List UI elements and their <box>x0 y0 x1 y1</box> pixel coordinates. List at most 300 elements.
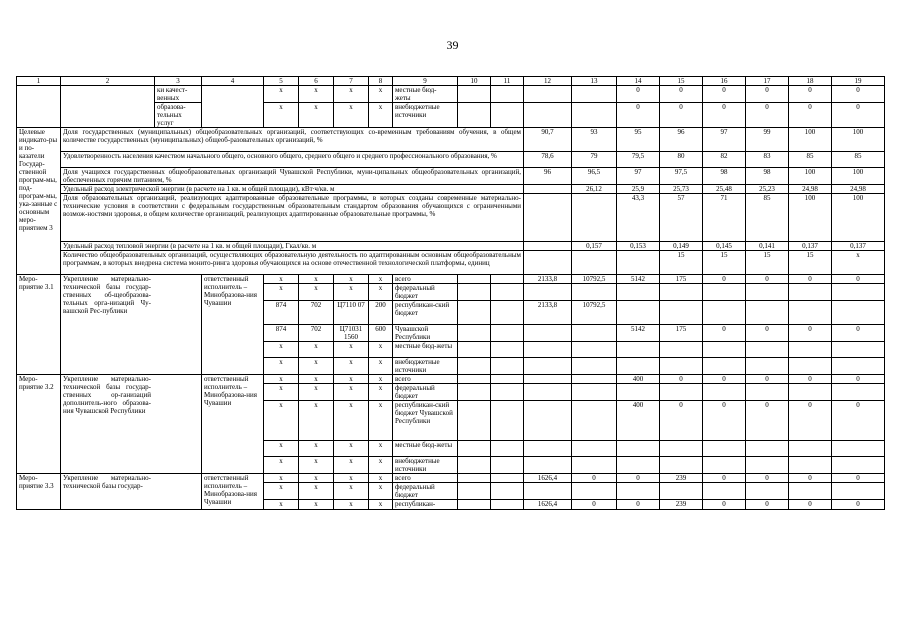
funding-value <box>660 384 703 401</box>
table-row <box>17 86 885 103</box>
indicators-label: Целевые индикато-ры и по-казатели Государ-ственной програм-мы, под-програм-мы, ука-занные с основным меро-приятием 3 <box>17 128 61 275</box>
column-number: 1 <box>17 77 61 86</box>
column-number: 2 <box>61 77 155 86</box>
indicator-value: 57 <box>660 194 703 242</box>
indicator-value: 15 <box>660 251 703 275</box>
funding-value <box>660 301 703 325</box>
table-cell: x <box>264 358 299 375</box>
indicator-value: 100 <box>832 168 885 185</box>
table-cell: x <box>299 500 334 510</box>
indicator-text: Удовлетворенность населения качеством начального общего, основного общего, среднего общего и среднего профессионального образования, % <box>61 152 524 168</box>
indicator-value: 0,137 <box>832 242 885 251</box>
indicator-value <box>572 194 617 242</box>
indicator-value: 43,3 <box>617 194 660 242</box>
funding-value: 0 <box>832 275 885 284</box>
table-cell <box>491 358 524 375</box>
indicator-text: Доля государственных (муниципальных) общеобразовательных организаций, соответствующих со-временным требованиям обучения, в общем количестве государственных (муниципальных) общеоб-разовательных организаций, % <box>61 128 524 152</box>
funding-source: местные бюд- жеты <box>393 86 458 103</box>
indicator-row <box>17 128 885 152</box>
table-cell: x <box>299 401 334 441</box>
funding-value <box>524 441 572 457</box>
funding-value: 0 <box>832 500 885 510</box>
table-cell: x <box>299 375 334 384</box>
indicator-value: 85 <box>789 152 832 168</box>
funding-value <box>572 457 617 474</box>
funding-value <box>746 301 789 325</box>
funding-value: 175 <box>660 275 703 284</box>
column-number: 15 <box>660 77 703 86</box>
funding-value <box>832 342 885 358</box>
table-cell <box>458 342 491 358</box>
measure-row <box>17 474 885 483</box>
table-cell: x <box>369 86 393 103</box>
funding-value: 0 <box>703 375 746 384</box>
activity-name: образова- тельных услуг <box>155 103 202 128</box>
funding-value <box>746 457 789 474</box>
table-cell: x <box>264 384 299 401</box>
column-number: 3 <box>155 77 202 86</box>
funding-value <box>524 284 572 301</box>
table-cell: 874 <box>264 301 299 325</box>
table-cell <box>458 103 491 128</box>
table-cell: x <box>299 441 334 457</box>
indicator-value: 26,12 <box>572 185 617 194</box>
funding-value: 0 <box>789 474 832 483</box>
table-cell <box>491 325 524 342</box>
indicator-value: 97 <box>703 128 746 152</box>
indicator-value: 98 <box>703 168 746 185</box>
funding-value <box>789 483 832 500</box>
table-cell: Ц7110 07 <box>334 301 369 325</box>
table-cell <box>458 384 491 401</box>
indicator-value: 100 <box>832 128 885 152</box>
funding-value: 239 <box>660 474 703 483</box>
indicator-value: 82 <box>703 152 746 168</box>
funding-value: 0 <box>572 474 617 483</box>
table-cell <box>572 103 617 128</box>
funding-value <box>703 457 746 474</box>
table-cell: x <box>369 474 393 483</box>
table-cell: x <box>264 275 299 284</box>
indicator-value: 85 <box>746 194 789 242</box>
responsible-executor: ответственный исполнитель – Минобразова-ния Чувашии <box>202 375 264 474</box>
indicator-value: 99 <box>746 128 789 152</box>
funding-source: внебюджетные источники <box>393 103 458 128</box>
indicator-value <box>572 251 617 275</box>
funding-source: федеральный бюджет <box>393 483 458 500</box>
indicator-value: 0,157 <box>572 242 617 251</box>
measure-id: Меро-приятие 3.3 <box>17 474 61 510</box>
table-cell: Ц71031 1560 <box>334 325 369 342</box>
funding-value <box>703 301 746 325</box>
table-cell <box>572 86 617 103</box>
table-cell: x <box>299 284 334 301</box>
indicator-value: 100 <box>789 128 832 152</box>
program-table <box>16 76 885 510</box>
indicator-value: 0,141 <box>746 242 789 251</box>
funding-value <box>832 384 885 401</box>
indicator-value: 25,48 <box>703 185 746 194</box>
table-cell <box>458 483 491 500</box>
table-cell: 600 <box>369 325 393 342</box>
measure-title: Укрепление материально-технической базы государ- <box>61 474 202 510</box>
column-number: 5 <box>264 77 299 86</box>
table-cell <box>61 86 155 128</box>
funding-value: 5142 <box>617 325 660 342</box>
indicator-value: 24,98 <box>789 185 832 194</box>
table-cell <box>524 103 572 128</box>
funding-source: республикан-ский бюджет <box>393 301 458 325</box>
indicator-value: 0,153 <box>617 242 660 251</box>
funding-value <box>524 375 572 384</box>
measure-title: Укрепление материально-технической базы государ-ственных об-щеобразова-тельных орга-низаций Чу-вашской Рес-публики <box>61 275 202 375</box>
funding-source: всего <box>393 275 458 284</box>
funding-value: 2133,8 <box>524 301 572 325</box>
table-cell: x <box>369 284 393 301</box>
funding-value <box>746 284 789 301</box>
funding-value: 0 <box>789 325 832 342</box>
table-cell <box>458 325 491 342</box>
table-cell: x <box>334 375 369 384</box>
funding-value: 0 <box>746 325 789 342</box>
funding-value: 1626,4 <box>524 500 572 510</box>
measure-title: Укрепление материально-технической базы государ-ственных ор-ганизаций дополнитель-ного образова-ния Чувашской Республики <box>61 375 202 474</box>
table-cell <box>458 275 491 284</box>
column-number: 10 <box>458 77 491 86</box>
funding-value <box>746 441 789 457</box>
indicator-value: 78,6 <box>524 152 572 168</box>
table-cell <box>491 86 524 103</box>
funding-value <box>789 457 832 474</box>
funding-value <box>617 301 660 325</box>
indicator-value: 96,5 <box>572 168 617 185</box>
funding-value <box>572 441 617 457</box>
funding-value: 400 <box>617 375 660 384</box>
table-cell <box>491 441 524 457</box>
funding-value <box>660 342 703 358</box>
table-cell: 0 <box>832 103 885 128</box>
table-cell <box>458 441 491 457</box>
funding-value <box>660 441 703 457</box>
funding-value <box>524 401 572 441</box>
funding-value: 239 <box>660 500 703 510</box>
column-number: 16 <box>703 77 746 86</box>
funding-value <box>660 457 703 474</box>
funding-value: 0 <box>746 500 789 510</box>
table-cell <box>458 401 491 441</box>
funding-value: 0 <box>746 474 789 483</box>
funding-value: 0 <box>617 474 660 483</box>
funding-value <box>703 342 746 358</box>
funding-value <box>832 457 885 474</box>
indicator-value <box>524 242 572 251</box>
indicator-value: 25,9 <box>617 185 660 194</box>
funding-value: 0 <box>789 275 832 284</box>
table-cell <box>458 358 491 375</box>
funding-value: 175 <box>660 325 703 342</box>
column-number: 17 <box>746 77 789 86</box>
table-cell: 200 <box>369 301 393 325</box>
table-cell: x <box>369 103 393 128</box>
funding-value: 0 <box>832 401 885 441</box>
indicator-value: 24,98 <box>832 185 885 194</box>
funding-value <box>789 284 832 301</box>
funding-value <box>617 342 660 358</box>
table-cell: x <box>264 103 299 128</box>
table-cell: x <box>264 401 299 441</box>
funding-value <box>572 375 617 384</box>
funding-value <box>660 284 703 301</box>
funding-value <box>832 284 885 301</box>
funding-value: 0 <box>660 375 703 384</box>
table-cell: x <box>264 86 299 103</box>
indicator-value: 100 <box>789 168 832 185</box>
table-cell <box>491 500 524 510</box>
table-cell: x <box>334 474 369 483</box>
column-number: 14 <box>617 77 660 86</box>
table-cell: x <box>369 401 393 441</box>
table-cell <box>202 86 264 128</box>
funding-value: 2133,8 <box>524 275 572 284</box>
table-cell: x <box>369 275 393 284</box>
table-cell: x <box>334 103 369 128</box>
table-cell: 0 <box>789 86 832 103</box>
funding-value: 0 <box>832 325 885 342</box>
table-cell: x <box>369 483 393 500</box>
table-cell: 0 <box>617 86 660 103</box>
funding-value: 0 <box>572 500 617 510</box>
column-number: 18 <box>789 77 832 86</box>
funding-value <box>660 483 703 500</box>
table-cell: x <box>334 441 369 457</box>
indicator-text: Удельный расход тепловой энергии (в расчете на 1 кв. м общей площади), Гкал/кв. м <box>61 242 524 251</box>
column-number: 19 <box>832 77 885 86</box>
funding-value <box>746 342 789 358</box>
funding-value <box>524 358 572 375</box>
table-cell: x <box>334 342 369 358</box>
funding-value <box>617 441 660 457</box>
table-cell: x <box>369 375 393 384</box>
funding-source: всего <box>393 375 458 384</box>
indicator-value: 83 <box>746 152 789 168</box>
table-cell: 0 <box>746 86 789 103</box>
funding-value <box>572 384 617 401</box>
table-cell <box>491 474 524 483</box>
column-number: 12 <box>524 77 572 86</box>
indicator-value: 0,145 <box>703 242 746 251</box>
indicator-value: 0,149 <box>660 242 703 251</box>
funding-value: 1626,4 <box>524 474 572 483</box>
funding-value: 0 <box>789 375 832 384</box>
indicator-value: 96 <box>660 128 703 152</box>
funding-value: 0 <box>789 500 832 510</box>
column-number: 4 <box>202 77 264 86</box>
funding-value <box>832 301 885 325</box>
indicator-value <box>617 251 660 275</box>
table-cell <box>491 401 524 441</box>
indicator-value: 90,7 <box>524 128 572 152</box>
table-cell: 0 <box>660 103 703 128</box>
table-cell <box>458 284 491 301</box>
column-number: 8 <box>369 77 393 86</box>
table-cell: x <box>264 441 299 457</box>
table-cell: x <box>369 441 393 457</box>
indicator-value <box>524 194 572 242</box>
funding-source: федеральный бюджет <box>393 284 458 301</box>
funding-value <box>524 325 572 342</box>
funding-value <box>572 284 617 301</box>
funding-value <box>617 384 660 401</box>
table-cell: x <box>369 457 393 474</box>
table-cell: 0 <box>617 103 660 128</box>
indicator-text: Доля образовательных организаций, реализующих адаптированные образовательные программы, в которых созданы современные материально-технические условия в соответствии с федеральным государственным образовательным стандартом образования обучающихся с ограниченными возмож-ностями здоровья, в общем количестве организаций, реализующих адаптированные образовательные программы, % <box>61 194 524 242</box>
funding-source: местные бюд-жеты <box>393 441 458 457</box>
table-cell <box>491 375 524 384</box>
funding-value: 0 <box>703 401 746 441</box>
table-cell: x <box>299 483 334 500</box>
funding-value: 10792,5 <box>572 275 617 284</box>
table-cell <box>491 284 524 301</box>
table-cell: x <box>334 284 369 301</box>
indicator-value: 85 <box>832 152 885 168</box>
indicator-value: 0,137 <box>789 242 832 251</box>
table-cell: x <box>334 401 369 441</box>
funding-value <box>524 483 572 500</box>
funding-value <box>703 284 746 301</box>
indicator-value: 96 <box>524 168 572 185</box>
table-cell: x <box>369 500 393 510</box>
table-cell <box>458 500 491 510</box>
table-cell <box>458 457 491 474</box>
responsible-executor: ответственный исполнитель – Минобразова-ния Чувашии <box>202 275 264 375</box>
table-cell: 0 <box>832 86 885 103</box>
funding-value <box>789 301 832 325</box>
responsible-executor: ответственный исполнитель – Минобразова-ния Чувашии <box>202 474 264 510</box>
funding-source: Чувашской Республики <box>393 325 458 342</box>
indicator-value: 15 <box>789 251 832 275</box>
funding-value: 5142 <box>617 275 660 284</box>
indicator-value: 15 <box>703 251 746 275</box>
funding-value <box>572 401 617 441</box>
funding-value <box>746 384 789 401</box>
table-cell: 0 <box>789 103 832 128</box>
table-cell <box>491 103 524 128</box>
table-cell: x <box>334 384 369 401</box>
funding-value: 0 <box>703 325 746 342</box>
table-cell: x <box>264 483 299 500</box>
table-cell: x <box>369 384 393 401</box>
table-cell <box>458 375 491 384</box>
table-cell <box>458 474 491 483</box>
table-cell: 702 <box>299 301 334 325</box>
measure-row <box>17 375 885 384</box>
funding-source: внебюджетные источники <box>393 358 458 375</box>
funding-value <box>832 483 885 500</box>
indicator-row <box>17 242 885 251</box>
table-cell: x <box>299 275 334 284</box>
funding-value: 0 <box>746 375 789 384</box>
funding-value: 0 <box>832 474 885 483</box>
funding-source: республикан- <box>393 500 458 510</box>
table-cell: x <box>264 474 299 483</box>
indicator-value: 95 <box>617 128 660 152</box>
table-cell: 874 <box>264 325 299 342</box>
funding-source: местные бюд-жеты <box>393 342 458 358</box>
table-cell: 0 <box>703 103 746 128</box>
table-cell <box>491 275 524 284</box>
indicator-value: 98 <box>746 168 789 185</box>
indicator-row <box>17 194 885 242</box>
activity-name: ки качест- венных <box>155 86 202 103</box>
table-cell <box>458 86 491 103</box>
funding-value <box>789 384 832 401</box>
indicator-value: 79,5 <box>617 152 660 168</box>
funding-value <box>617 358 660 375</box>
funding-value <box>832 358 885 375</box>
funding-source: республикан-ский бюджет Чувашской Республики <box>393 401 458 441</box>
column-number: 7 <box>334 77 369 86</box>
indicator-row <box>17 185 885 194</box>
indicator-text: Количество общеобразовательных организаций, осуществляющих образовательную деятельность по адаптированным основным общеобразовательным программам, в которых внедрена система монито-ринга здоровья обучающихся на основе отечественной технологической платформы, единиц <box>61 251 524 275</box>
measure-id: Меро-приятие 3.1 <box>17 275 61 375</box>
indicator-row <box>17 152 885 168</box>
table-cell <box>491 384 524 401</box>
table-cell <box>458 301 491 325</box>
indicator-value: 25,23 <box>746 185 789 194</box>
table-cell: x <box>264 342 299 358</box>
column-number: 13 <box>572 77 617 86</box>
table-cell <box>491 301 524 325</box>
table-cell: x <box>264 375 299 384</box>
funding-value: 0 <box>832 375 885 384</box>
table-cell: x <box>299 103 334 128</box>
indicator-value: 79 <box>572 152 617 168</box>
funding-value <box>703 384 746 401</box>
indicator-value: 71 <box>703 194 746 242</box>
table-cell: x <box>334 275 369 284</box>
funding-value <box>746 483 789 500</box>
funding-source: федеральный бюджет <box>393 384 458 401</box>
funding-value <box>524 342 572 358</box>
indicator-value: x <box>832 251 885 275</box>
indicator-text: Доля учащихся государственных общеобразовательных организаций Чувашской Республики, муни-ципальных общеобразовательных организаций, обеспеченных горячим питанием, % <box>61 168 524 185</box>
indicator-value <box>524 251 572 275</box>
table-cell: x <box>299 474 334 483</box>
funding-value: 0 <box>746 401 789 441</box>
funding-value <box>524 457 572 474</box>
table-cell <box>524 86 572 103</box>
table-cell: x <box>369 342 393 358</box>
funding-value: 0 <box>789 401 832 441</box>
indicator-text: Удельный расход электрической энергии (в расчете на 1 кв. м общей площади), кВт∙ч/кв. м <box>61 185 524 194</box>
indicator-row <box>17 168 885 185</box>
table-cell: x <box>334 86 369 103</box>
column-number: 11 <box>491 77 524 86</box>
table-cell <box>17 86 61 128</box>
table-cell: x <box>299 384 334 401</box>
indicator-value: 100 <box>832 194 885 242</box>
funding-value <box>703 441 746 457</box>
funding-value <box>572 358 617 375</box>
page-number: 39 <box>446 38 459 52</box>
indicator-value: 100 <box>789 194 832 242</box>
funding-value <box>617 457 660 474</box>
indicator-value: 25,73 <box>660 185 703 194</box>
indicator-value: 15 <box>746 251 789 275</box>
funding-value <box>746 358 789 375</box>
funding-value <box>832 441 885 457</box>
funding-value <box>572 325 617 342</box>
